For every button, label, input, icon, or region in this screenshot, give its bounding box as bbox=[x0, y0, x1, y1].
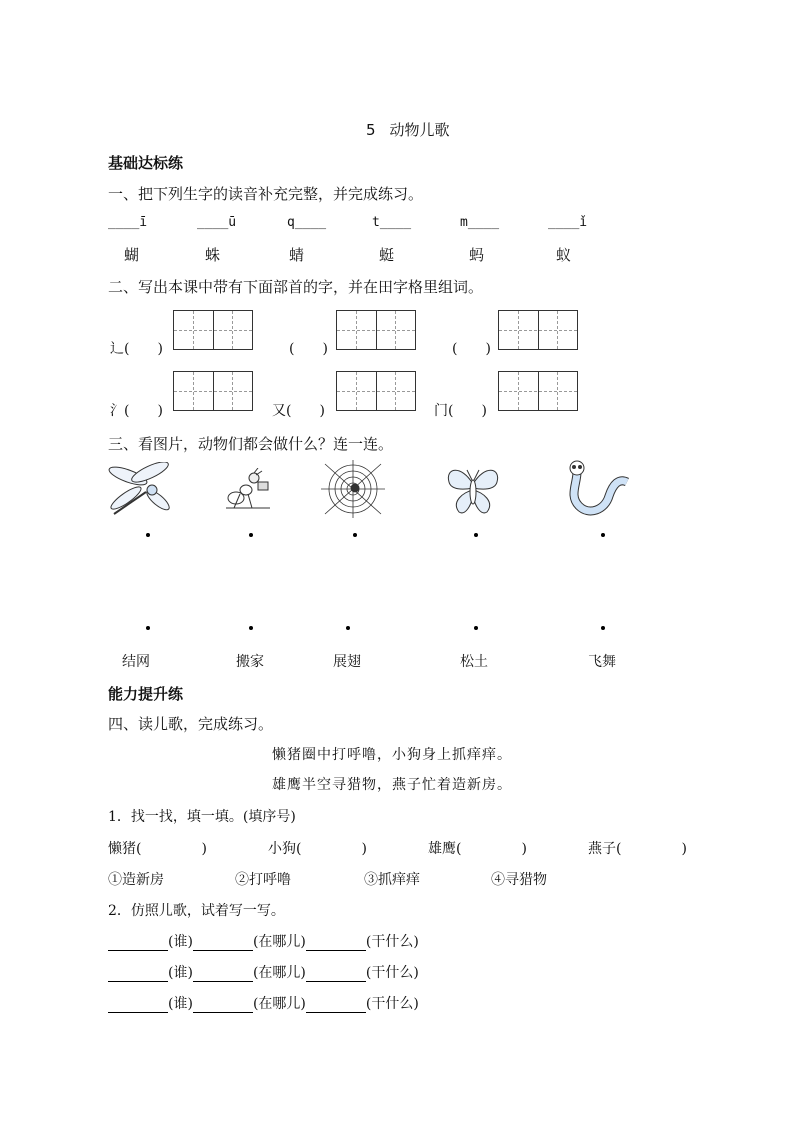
q1-heading: 一、把下列生字的读音补充完整，并完成练习。 bbox=[108, 185, 424, 203]
q4-heading: 四、读儿歌，完成练习。 bbox=[108, 715, 274, 733]
match-dot[interactable] bbox=[146, 626, 150, 630]
lesson-number: 5 bbox=[366, 121, 376, 139]
match-dot[interactable] bbox=[474, 533, 478, 537]
match-dot[interactable] bbox=[249, 533, 253, 537]
page-title bbox=[366, 119, 464, 140]
match-dot[interactable] bbox=[601, 626, 605, 630]
dragonfly-icon bbox=[106, 462, 172, 518]
pinyin-blank[interactable]: ____ǐ bbox=[548, 215, 588, 230]
char: 蛛 bbox=[205, 246, 221, 264]
lesson-title: 动物儿歌 bbox=[389, 121, 450, 139]
radical-blank[interactable]: ( ) bbox=[452, 341, 491, 357]
radical-blank[interactable]: ( ) bbox=[289, 341, 328, 357]
write-line[interactable]: (谁) (在哪儿) (干什么) bbox=[108, 931, 419, 951]
match-dot[interactable] bbox=[474, 626, 478, 630]
match-dot[interactable] bbox=[601, 533, 605, 537]
section-advanced: 能力提升练 bbox=[108, 685, 184, 703]
tianzige-grid[interactable] bbox=[173, 310, 253, 350]
poem-line: 懒猪圈中打呼噜，小狗身上抓痒痒。 bbox=[272, 747, 512, 763]
fill-puppy[interactable]: 小狗( ) bbox=[268, 841, 367, 857]
pinyin-blank[interactable]: q____ bbox=[287, 215, 327, 230]
match-dot[interactable] bbox=[353, 533, 357, 537]
section-basic: 基础达标练 bbox=[108, 154, 184, 172]
match-dot[interactable] bbox=[146, 533, 150, 537]
option: ③抓痒痒 bbox=[364, 872, 420, 888]
write-line[interactable]: (谁) (在哪儿) (干什么) bbox=[108, 993, 419, 1013]
tianzige-grid[interactable] bbox=[336, 371, 416, 411]
ant-icon bbox=[222, 468, 274, 514]
action-label: 飞舞 bbox=[588, 654, 616, 670]
action-label: 松土 bbox=[460, 654, 488, 670]
radical-blank[interactable]: 又( ) bbox=[272, 403, 325, 419]
action-label: 展翅 bbox=[333, 654, 361, 670]
fill-eagle[interactable]: 雄鹰( ) bbox=[428, 841, 527, 857]
sub-question-1: 1．找一找，填一填。(填序号) bbox=[108, 809, 296, 825]
tianzige-grid[interactable] bbox=[173, 371, 253, 411]
tianzige-grid[interactable] bbox=[498, 310, 578, 350]
tianzige-grid[interactable] bbox=[336, 310, 416, 350]
action-label: 搬家 bbox=[236, 654, 264, 670]
radical-blank[interactable]: 辶( ) bbox=[110, 341, 163, 357]
pinyin-blank[interactable]: ____ī bbox=[108, 215, 148, 230]
butterfly-icon bbox=[443, 462, 503, 518]
option: ④寻猎物 bbox=[491, 872, 547, 888]
option: ②打呼噜 bbox=[235, 872, 291, 888]
char: 蚂 bbox=[469, 246, 485, 264]
poem-line: 雄鹰半空寻猎物，燕子忙着造新房。 bbox=[272, 777, 512, 793]
spider-web-icon bbox=[321, 460, 385, 518]
pinyin-blank[interactable]: m____ bbox=[460, 215, 500, 230]
char: 蜻 bbox=[289, 246, 305, 264]
char: 蚁 bbox=[556, 246, 572, 264]
fill-lazy-pig[interactable]: 懒猪( ) bbox=[108, 841, 207, 857]
worm-icon bbox=[565, 460, 633, 518]
tianzige-grid[interactable] bbox=[498, 371, 578, 411]
char: 蜓 bbox=[379, 246, 395, 264]
pinyin-blank[interactable]: t____ bbox=[372, 215, 412, 230]
match-dot[interactable] bbox=[249, 626, 253, 630]
match-dot[interactable] bbox=[346, 626, 350, 630]
pinyin-blank[interactable]: ____ū bbox=[197, 215, 237, 230]
q3-heading: 三、看图片，动物们都会做什么？连一连。 bbox=[108, 435, 394, 453]
radical-blank[interactable]: 门( ) bbox=[434, 403, 487, 419]
char: 蝴 bbox=[124, 246, 140, 264]
q2-heading: 二、写出本课中带有下面部首的字，并在田字格里组词。 bbox=[108, 278, 484, 296]
radical-blank[interactable]: 氵( ) bbox=[110, 403, 163, 419]
action-label: 结网 bbox=[122, 654, 150, 670]
write-line[interactable]: (谁) (在哪儿) (干什么) bbox=[108, 962, 419, 982]
sub-question-2: 2．仿照儿歌，试着写一写。 bbox=[108, 903, 285, 919]
option: ①造新房 bbox=[108, 872, 164, 888]
fill-swallow[interactable]: 燕子( ) bbox=[588, 841, 687, 857]
